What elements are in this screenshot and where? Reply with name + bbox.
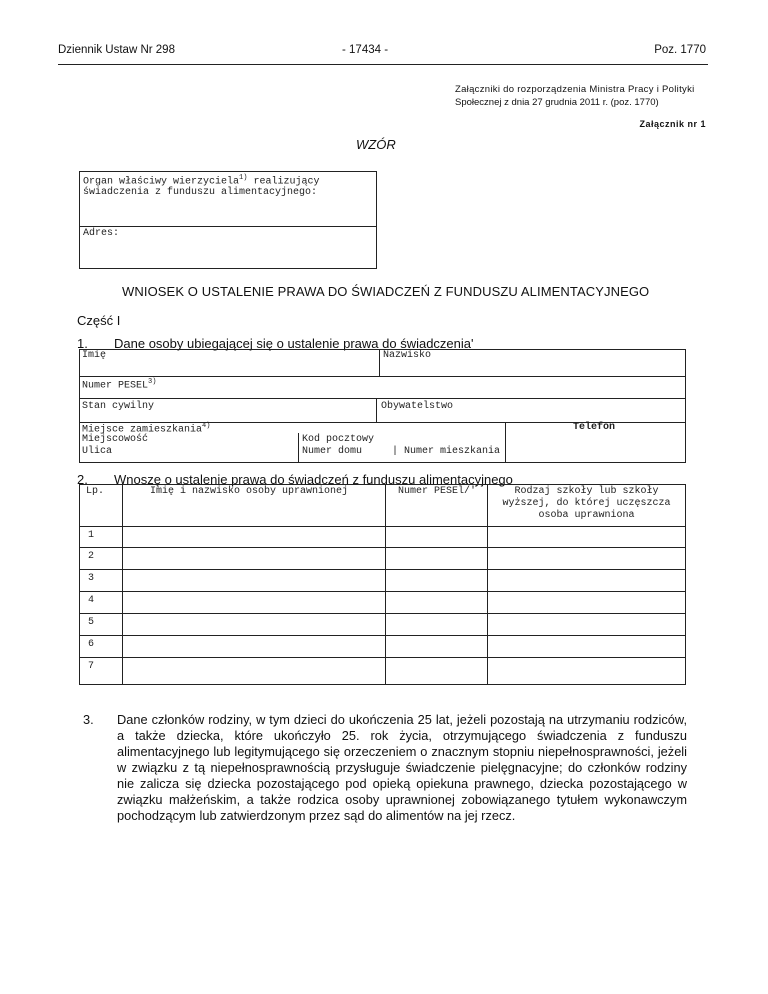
column-pesel: Numer PESEl/' bbox=[398, 486, 477, 497]
annex-info bbox=[455, 83, 715, 109]
residence-label: Miejsce zamieszkania$^{4)}$ bbox=[82, 422, 211, 436]
annex-line-1: Załączniki do rozporządzenia Ministra Pracy i Polityki bbox=[455, 84, 695, 95]
template-label: WZÓR bbox=[356, 137, 396, 152]
marital-status-field[interactable]: Stan cywilny bbox=[82, 401, 155, 412]
table-row[interactable]: 3 bbox=[88, 573, 95, 584]
table-row[interactable]: 5 bbox=[88, 617, 95, 628]
part-label: Część I bbox=[77, 313, 121, 328]
pesel-label: Numer PESEL bbox=[82, 380, 149, 392]
section-3-number: 3. bbox=[83, 712, 94, 727]
organ-footnote: 1) bbox=[239, 174, 248, 182]
journal-name: Dziennik Ustaw Nr 298 bbox=[58, 44, 175, 56]
table-row[interactable]: 7 bbox=[88, 661, 95, 672]
table-row[interactable]: 6 bbox=[88, 639, 95, 650]
organ-label-rest: realizujący bbox=[247, 176, 320, 188]
annex-line-2: Społecznej z dnia 27 grudnia 2011 r. (poz. 1770) bbox=[455, 97, 659, 108]
last-name-field[interactable]: Nazwisko bbox=[383, 350, 432, 361]
table-row[interactable]: 4 bbox=[88, 595, 95, 606]
organ-box-divider bbox=[79, 226, 377, 227]
pesel-field[interactable] bbox=[82, 378, 156, 391]
apartment-number-field[interactable]: | Numer mieszkania bbox=[392, 446, 501, 457]
street-field[interactable]: Ulica bbox=[82, 446, 113, 457]
section-2-title: Wnoszę o ustalenie prawa do świadczeń z funduszu alimentacyjnego bbox=[114, 472, 513, 487]
organ-label-line-2: świadczenia z funduszu alimentacyjnego: bbox=[83, 187, 318, 199]
form-title: WNIOSEK O USTALENIE PRAWA DO ŚWIADCZEŃ Z FUNDUSZU ALIMENTACYJNEGO bbox=[122, 284, 650, 299]
organ-field[interactable] bbox=[83, 173, 319, 198]
house-number-field[interactable]: Numer domu bbox=[302, 446, 363, 457]
column-school: Rodzaj szkoły lub szkoły wyższej, do której uczęszcza osoba uprawniona bbox=[502, 486, 671, 521]
annex-number: Załącznik nr 1 bbox=[639, 119, 706, 129]
address-label: Adres: bbox=[83, 228, 120, 239]
column-name: Imię i nazwisko osoby uprawnionej bbox=[150, 486, 349, 497]
pesel-footnote: 3) bbox=[148, 378, 157, 386]
citizenship-field[interactable]: Obywatelstwo bbox=[381, 401, 454, 412]
section-1-title: Dane osoby ubiegającej się o ustalenie prawa do świadczenia' bbox=[114, 336, 474, 351]
section-2-number: 2. bbox=[77, 472, 88, 487]
organ-label: Organ właściwy wierzyciela bbox=[83, 176, 240, 188]
section-1-number: 1. bbox=[77, 336, 88, 351]
column-lp: Lp. bbox=[86, 486, 105, 497]
phone-field[interactable]: Telefon bbox=[573, 422, 616, 433]
page-number: - 17434 - bbox=[342, 44, 389, 56]
table-row[interactable]: 1 bbox=[88, 530, 95, 541]
residence-footnote: 4) bbox=[202, 422, 211, 430]
header-rule bbox=[58, 64, 708, 65]
section-3-text: Dane członków rodziny, w tym dzieci do ukończenia 25 lat, jeżeli pozostają na utrzymaniu rodziców, a także dziecka, które ukończyło 25. rok życia, otrzymującego świadczenia z funduszu alimentacyjnego lub legitymującego się orzeczeniem o znacznym stopniu niepełnosprawności, jeżeli w związku z tą niepełnosprawnością przysługuje świadczenie pielęgnacyjne; do członków rodziny nie zalicza się dziecka pozostającego pod opieką opiekuna prawnego, dziecka pozostającego w związku małżeńskim, a także rodzica osoby uprawnionej zobowiązanego tytułem wykonawczym pochodzącym lub zatwierdzonym przez sąd do alimentów na jej rzecz. bbox=[117, 712, 687, 823]
first-name-field[interactable]: Imię bbox=[82, 350, 107, 361]
city-field[interactable]: Miejscowość bbox=[82, 434, 149, 445]
position-number: Poz. 1770 bbox=[654, 44, 706, 56]
postal-code-field[interactable]: Kod pocztowy bbox=[302, 434, 375, 445]
table-row[interactable]: 2 bbox=[88, 551, 95, 562]
